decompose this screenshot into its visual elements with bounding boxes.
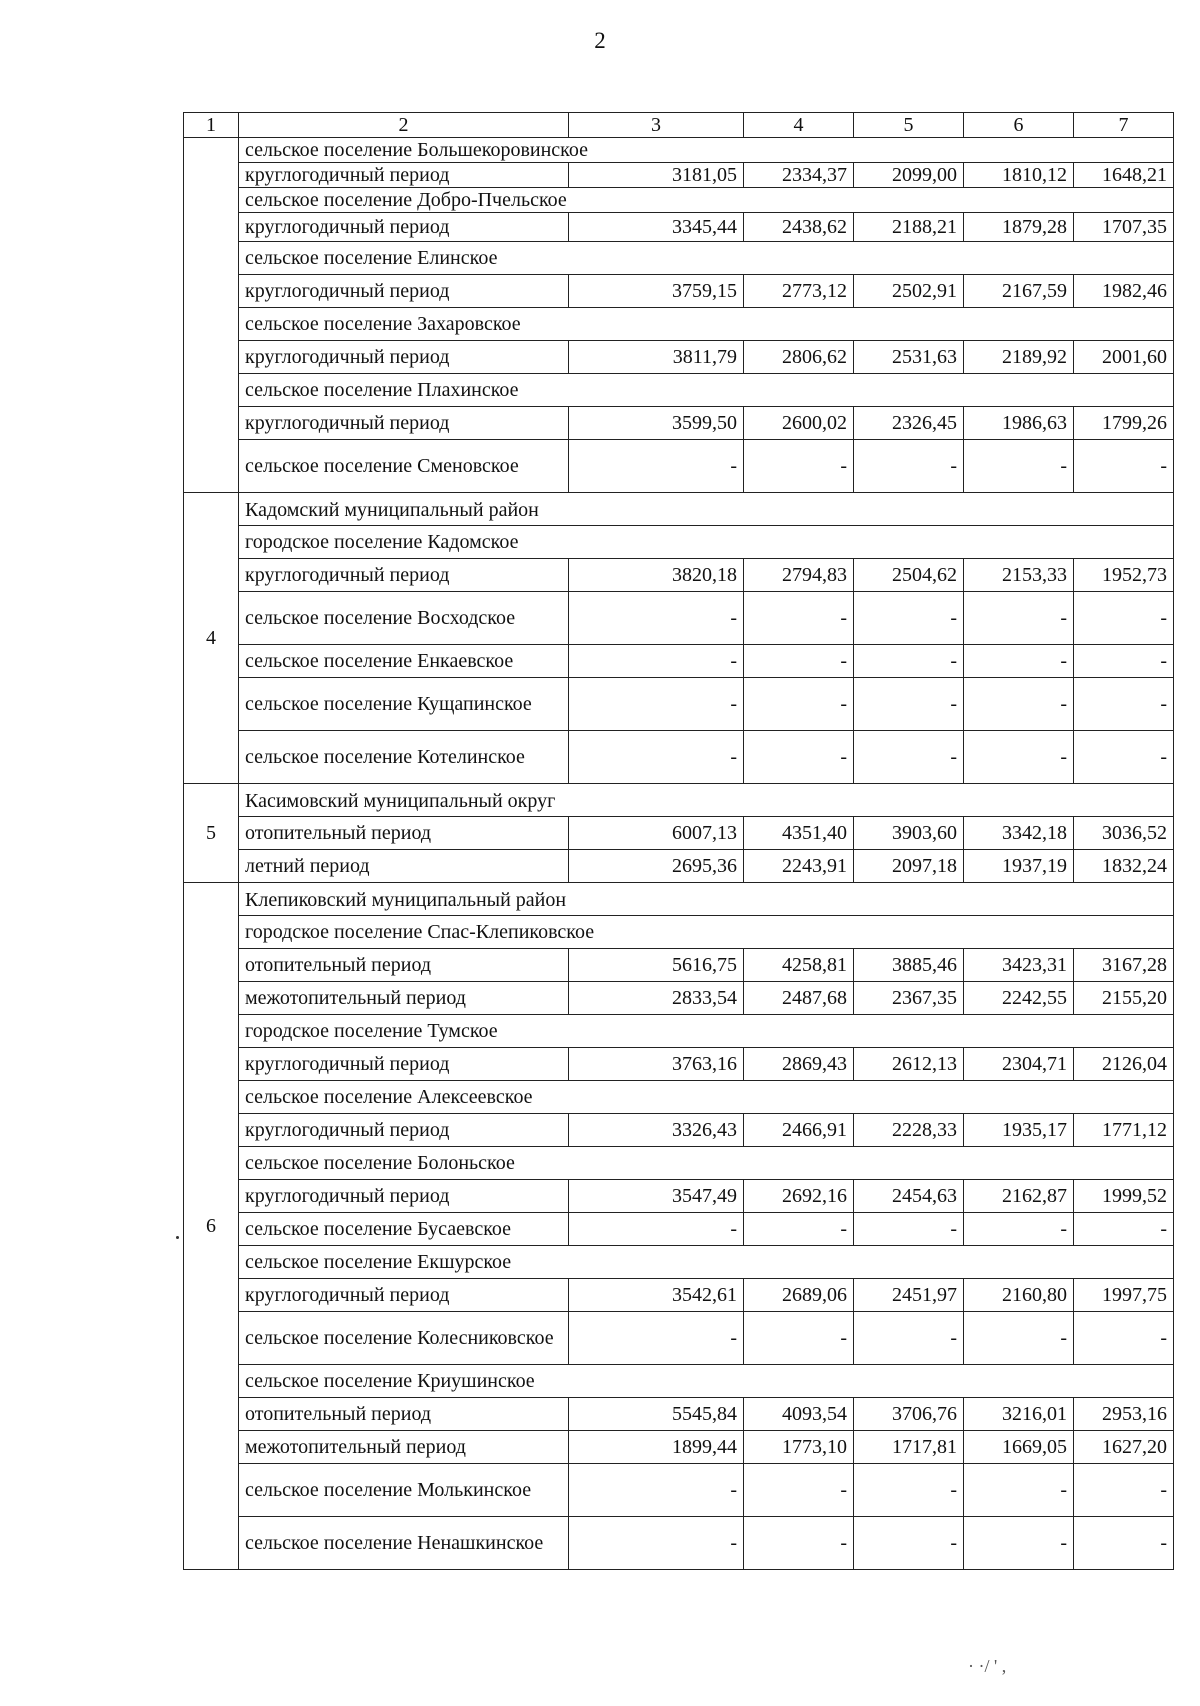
value-cell: 3820,18: [569, 559, 744, 592]
row-label: межотопительный период: [239, 1431, 569, 1464]
table-row: [184, 275, 1174, 308]
value-cell: -: [569, 1464, 744, 1517]
value-cell: 2326,45: [854, 407, 964, 440]
row-label: городское поселение Тумское: [239, 1015, 1174, 1048]
value-cell: -: [744, 1464, 854, 1517]
row-label: сельское поселение Елинское: [239, 242, 1174, 275]
value-cell: -: [1074, 645, 1174, 678]
table-row: [184, 1517, 1174, 1570]
value-cell: 5545,84: [569, 1398, 744, 1431]
value-cell: 3811,79: [569, 341, 744, 374]
settlement-row: [184, 526, 1174, 559]
value-cell: -: [744, 1213, 854, 1246]
value-cell: 1771,12: [1074, 1114, 1174, 1147]
settlement-row: [184, 188, 1174, 213]
value-cell: 2243,91: [744, 850, 854, 883]
value-cell: 1937,19: [964, 850, 1074, 883]
value-cell: 3181,05: [569, 163, 744, 188]
tariff-table: [183, 112, 1174, 1570]
value-cell: 2794,83: [744, 559, 854, 592]
row-number: 6: [184, 883, 239, 1570]
value-cell: 2189,92: [964, 341, 1074, 374]
header-cell: 1: [184, 113, 239, 138]
row-label: межотопительный период: [239, 982, 569, 1015]
row-label: круглогодичный период: [239, 1048, 569, 1081]
header-cell: 3: [569, 113, 744, 138]
scan-mark: · ·/ ' ,: [968, 1656, 1007, 1676]
row-number: 5: [184, 784, 239, 883]
table-row: [184, 213, 1174, 242]
value-cell: 2155,20: [1074, 982, 1174, 1015]
table-row: [184, 1431, 1174, 1464]
value-cell: 3599,50: [569, 407, 744, 440]
value-cell: -: [1074, 1213, 1174, 1246]
value-cell: -: [964, 1517, 1074, 1570]
value-cell: 1879,28: [964, 213, 1074, 242]
table-row: [184, 1180, 1174, 1213]
scan-speck: [176, 1236, 179, 1239]
value-cell: 6007,13: [569, 817, 744, 850]
value-cell: 2126,04: [1074, 1048, 1174, 1081]
value-cell: -: [1074, 678, 1174, 731]
value-cell: -: [854, 731, 964, 784]
table-row: [184, 817, 1174, 850]
value-cell: 2487,68: [744, 982, 854, 1015]
value-cell: -: [854, 440, 964, 493]
value-cell: 3885,46: [854, 949, 964, 982]
value-cell: 3759,15: [569, 275, 744, 308]
value-cell: 3167,28: [1074, 949, 1174, 982]
settlement-row: [184, 1081, 1174, 1114]
table-row: [184, 645, 1174, 678]
value-cell: 2001,60: [1074, 341, 1174, 374]
value-cell: 2695,36: [569, 850, 744, 883]
value-cell: -: [1074, 731, 1174, 784]
value-cell: -: [964, 678, 1074, 731]
section-row: [184, 883, 1174, 916]
header-cell: 5: [854, 113, 964, 138]
table-row: [184, 678, 1174, 731]
table-row: [184, 1312, 1174, 1365]
value-cell: 3326,43: [569, 1114, 744, 1147]
row-label: круглогодичный период: [239, 407, 569, 440]
value-cell: 1648,21: [1074, 163, 1174, 188]
value-cell: 1832,24: [1074, 850, 1174, 883]
row-label: городское поселение Спас-Клепиковское: [239, 916, 1174, 949]
row-label: сельское поселение Колесниковское: [239, 1312, 569, 1365]
value-cell: 3706,76: [854, 1398, 964, 1431]
value-cell: 1986,63: [964, 407, 1074, 440]
value-cell: -: [854, 1464, 964, 1517]
row-label: круглогодичный период: [239, 341, 569, 374]
value-cell: 1717,81: [854, 1431, 964, 1464]
header-cell: 6: [964, 113, 1074, 138]
value-cell: 2438,62: [744, 213, 854, 242]
value-cell: -: [569, 645, 744, 678]
value-cell: -: [569, 1213, 744, 1246]
value-cell: -: [854, 1517, 964, 1570]
value-cell: -: [569, 1517, 744, 1570]
value-cell: -: [744, 1517, 854, 1570]
table-row: [184, 1464, 1174, 1517]
value-cell: 2692,16: [744, 1180, 854, 1213]
value-cell: -: [854, 1213, 964, 1246]
value-cell: 1997,75: [1074, 1279, 1174, 1312]
value-cell: 2304,71: [964, 1048, 1074, 1081]
value-cell: -: [744, 678, 854, 731]
value-cell: -: [1074, 1464, 1174, 1517]
row-label: круглогодичный период: [239, 1279, 569, 1312]
section-row: [184, 784, 1174, 817]
row-label: круглогодичный период: [239, 213, 569, 242]
value-cell: 2160,80: [964, 1279, 1074, 1312]
row-label: отопительный период: [239, 817, 569, 850]
row-label: круглогодичный период: [239, 1180, 569, 1213]
settlement-row: [184, 1365, 1174, 1398]
value-cell: -: [1074, 592, 1174, 645]
value-cell: 3342,18: [964, 817, 1074, 850]
value-cell: 2600,02: [744, 407, 854, 440]
value-cell: 1810,12: [964, 163, 1074, 188]
value-cell: -: [569, 1312, 744, 1365]
value-cell: -: [1074, 440, 1174, 493]
value-cell: 1952,73: [1074, 559, 1174, 592]
value-cell: 2953,16: [1074, 1398, 1174, 1431]
value-cell: 1773,10: [744, 1431, 854, 1464]
value-cell: -: [964, 731, 1074, 784]
value-cell: 2504,62: [854, 559, 964, 592]
value-cell: -: [569, 678, 744, 731]
value-cell: -: [854, 645, 964, 678]
table-row: [184, 1398, 1174, 1431]
table-row: [184, 592, 1174, 645]
row-label: сельское поселение Криушинское: [239, 1365, 1174, 1398]
value-cell: -: [964, 592, 1074, 645]
settlement-row: [184, 242, 1174, 275]
row-label: сельское поселение Енкаевское: [239, 645, 569, 678]
settlement-row: [184, 1147, 1174, 1180]
value-cell: 1799,26: [1074, 407, 1174, 440]
value-cell: 1982,46: [1074, 275, 1174, 308]
value-cell: 1627,20: [1074, 1431, 1174, 1464]
settlement-row: [184, 308, 1174, 341]
row-label: сельское поселение Котелинское: [239, 731, 569, 784]
row-label: отопительный период: [239, 1398, 569, 1431]
value-cell: -: [744, 645, 854, 678]
section-row: [184, 493, 1174, 526]
page-number: 2: [594, 28, 606, 53]
table-row: [184, 1114, 1174, 1147]
value-cell: 2188,21: [854, 213, 964, 242]
value-cell: -: [964, 440, 1074, 493]
row-label: сельское поселение Захаровское: [239, 308, 1174, 341]
row-label: сельское поселение Большекоровинское: [239, 138, 1174, 163]
value-cell: 3542,61: [569, 1279, 744, 1312]
value-cell: 2689,06: [744, 1279, 854, 1312]
value-cell: -: [854, 1312, 964, 1365]
row-label: круглогодичный период: [239, 275, 569, 308]
row-label: сельское поселение Добро-Пчельское: [239, 188, 1174, 213]
row-label: сельское поселение Сменовское: [239, 440, 569, 493]
row-label: круглогодичный период: [239, 163, 569, 188]
value-cell: 2334,37: [744, 163, 854, 188]
row-label: городское поселение Кадомское: [239, 526, 1174, 559]
value-cell: -: [1074, 1312, 1174, 1365]
table-row: [184, 163, 1174, 188]
settlement-row: [184, 138, 1174, 163]
row-label: сельское поселение Кущапинское: [239, 678, 569, 731]
row-label: Клепиковский муниципальный район: [239, 883, 1174, 916]
row-number: [184, 138, 239, 493]
value-cell: -: [744, 1312, 854, 1365]
table-row: [184, 341, 1174, 374]
value-cell: 1999,52: [1074, 1180, 1174, 1213]
value-cell: -: [964, 1213, 1074, 1246]
row-label: сельское поселение Плахинское: [239, 374, 1174, 407]
settlement-row: [184, 1015, 1174, 1048]
value-cell: -: [1074, 1517, 1174, 1570]
value-cell: 2502,91: [854, 275, 964, 308]
table-row: [184, 559, 1174, 592]
row-label: круглогодичный период: [239, 1114, 569, 1147]
value-cell: -: [744, 440, 854, 493]
settlement-row: [184, 1246, 1174, 1279]
value-cell: 3423,31: [964, 949, 1074, 982]
value-cell: 3547,49: [569, 1180, 744, 1213]
value-cell: 2531,63: [854, 341, 964, 374]
value-cell: -: [744, 731, 854, 784]
header-cell: 7: [1074, 113, 1174, 138]
table-row: [184, 982, 1174, 1015]
table-row: [184, 1048, 1174, 1081]
value-cell: -: [569, 731, 744, 784]
settlement-row: [184, 374, 1174, 407]
table-row: [184, 731, 1174, 784]
header-cell: 2: [239, 113, 569, 138]
value-cell: 1899,44: [569, 1431, 744, 1464]
table-body: [184, 113, 1174, 1570]
value-cell: -: [854, 678, 964, 731]
value-cell: 2451,97: [854, 1279, 964, 1312]
value-cell: 2806,62: [744, 341, 854, 374]
value-cell: 1935,17: [964, 1114, 1074, 1147]
value-cell: 2367,35: [854, 982, 964, 1015]
row-label: круглогодичный период: [239, 559, 569, 592]
value-cell: -: [964, 645, 1074, 678]
value-cell: 2167,59: [964, 275, 1074, 308]
header-row: [184, 113, 1174, 138]
value-cell: -: [569, 592, 744, 645]
value-cell: 3903,60: [854, 817, 964, 850]
value-cell: 2099,00: [854, 163, 964, 188]
value-cell: 5616,75: [569, 949, 744, 982]
value-cell: 2153,33: [964, 559, 1074, 592]
row-label: сельское поселение Восходское: [239, 592, 569, 645]
value-cell: 3036,52: [1074, 817, 1174, 850]
table-row: [184, 1213, 1174, 1246]
value-cell: 4093,54: [744, 1398, 854, 1431]
value-cell: 2612,13: [854, 1048, 964, 1081]
row-label: отопительный период: [239, 949, 569, 982]
row-label: сельское поселение Бусаевское: [239, 1213, 569, 1246]
table-row: [184, 407, 1174, 440]
value-cell: -: [964, 1464, 1074, 1517]
value-cell: 4351,40: [744, 817, 854, 850]
value-cell: -: [744, 592, 854, 645]
value-cell: -: [964, 1312, 1074, 1365]
value-cell: 1669,05: [964, 1431, 1074, 1464]
value-cell: 3216,01: [964, 1398, 1074, 1431]
value-cell: 2097,18: [854, 850, 964, 883]
value-cell: 2869,43: [744, 1048, 854, 1081]
value-cell: 2773,12: [744, 275, 854, 308]
value-cell: 3763,16: [569, 1048, 744, 1081]
table-row: [184, 1279, 1174, 1312]
value-cell: 2454,63: [854, 1180, 964, 1213]
row-label: сельское поселение Алексеевское: [239, 1081, 1174, 1114]
row-label: сельское поселение Молькинское: [239, 1464, 569, 1517]
value-cell: 1707,35: [1074, 213, 1174, 242]
row-label: сельское поселение Ненашкинское: [239, 1517, 569, 1570]
value-cell: 2242,55: [964, 982, 1074, 1015]
table-row: [184, 440, 1174, 493]
row-label: сельское поселение Екшурское: [239, 1246, 1174, 1279]
value-cell: -: [569, 440, 744, 493]
row-label: Касимовский муниципальный округ: [239, 784, 1174, 817]
value-cell: 2162,87: [964, 1180, 1074, 1213]
row-label: Кадомский муниципальный район: [239, 493, 1174, 526]
value-cell: 2228,33: [854, 1114, 964, 1147]
value-cell: 4258,81: [744, 949, 854, 982]
settlement-row: [184, 916, 1174, 949]
value-cell: -: [854, 592, 964, 645]
table-row: [184, 949, 1174, 982]
row-number: 4: [184, 493, 239, 784]
value-cell: 3345,44: [569, 213, 744, 242]
row-label: сельское поселение Болоньское: [239, 1147, 1174, 1180]
table-row: [184, 850, 1174, 883]
value-cell: 2833,54: [569, 982, 744, 1015]
header-cell: 4: [744, 113, 854, 138]
row-label: летний период: [239, 850, 569, 883]
value-cell: 2466,91: [744, 1114, 854, 1147]
